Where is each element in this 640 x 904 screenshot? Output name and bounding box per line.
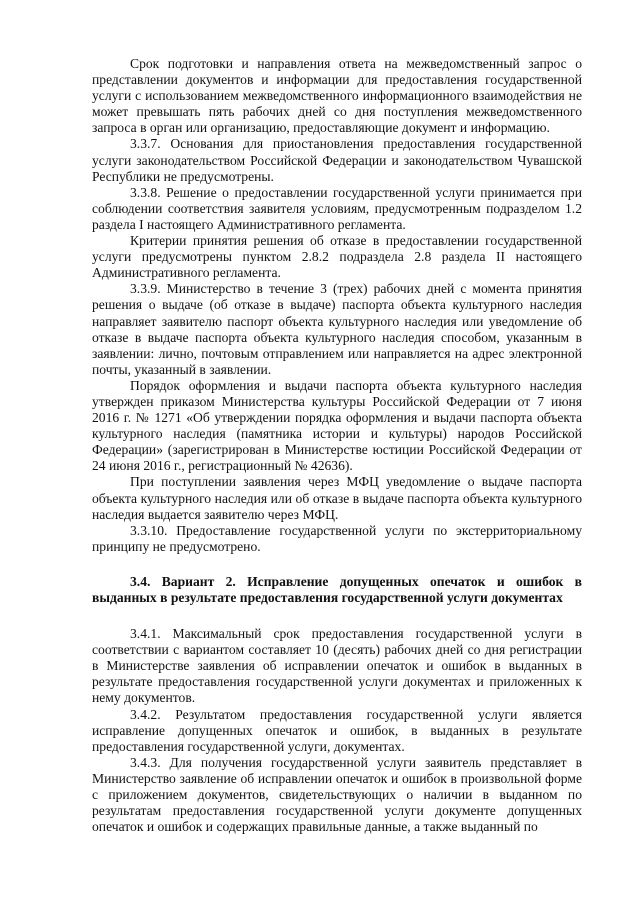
section-heading-3-4: 3.4. Вариант 2. Исправление допущенных опечаток и ошибок в выданных в результате предоставления государственной услуги документах (92, 573, 582, 605)
paragraph-3-4-2: 3.4.2. Результатом предоставления государственной услуги является исправление допущенных опечаток и ошибок, в выданных в результате предоставления государственной услуги, документах. (92, 706, 582, 754)
paragraph-3-4-3: 3.4.3. Для получения государственной услуги заявитель представляет в Министерство заявление об исправлении опечаток и ошибок в произвольной форме с приложением документов, свидетельствующих о наличии в выданном по результатам предоставления государственной услуги документе допущенных опечаток и ошибок и содержащих правильные данные, а также выданный по (92, 754, 582, 835)
paragraph-3-4-1: 3.4.1. Максимальный срок предоставления государственной услуги в соответствии с вариантом составляет 10 (десять) рабочих дней со дня регистрации в Министерстве заявления об исправлении опечаток и ошибок в выданных в результате предоставления государственной услуги документах и приложенных к нему документов. (92, 626, 582, 706)
paragraph-3-3-9: 3.3.9. Министерство в течение 3 (трех) рабочих дней с момента принятия решения о выдаче (об отказе в выдаче) паспорта объекта культурного наследия направляет заявителю паспорт объекта культурного наследия или уведомление об отказе в выдаче паспорта объекта культурного наследия способом, указанным в заявлении: лично, почтовым отправлением или направляется на адрес электронной почты, указанный в заявлении. (92, 281, 582, 377)
paragraph-passport-procedure: Порядок оформления и выдачи паспорта объекта культурного наследия утвержден приказом Министерства культуры Российской Федерации от 7 июня 2016 г. № 1271 «Об утверждении порядка оформления и выдачи паспорта объекта культурного наследия (памятника истории и культуры) народов Российской Федерации» (зарегистрирован в Министерстве юстиции Российской Федерации от 24 июня 2016 г., регистрационный № 42636). (92, 377, 582, 474)
paragraph-request-deadline: Срок подготовки и направления ответа на межведомственный запрос о представлении документов и информации для предоставления государственной услуги с использованием межведомственного информационного взаимодействия не может превышать пять рабочих дней со дня поступления межведомственного запроса в орган или организацию, предоставляющие документ и информацию. (92, 56, 582, 136)
paragraph-3-3-7: 3.3.7. Основания для приостановления предоставления государственной услуги законодательством Российской Федерации и законодательством Чувашской Республики не предусмотрены. (92, 136, 582, 184)
paragraph-3-3-8: 3.3.8. Решение о предоставлении государственной услуги принимается при соблюдении соответствия заявителя условиям, предусмотренным подразделом 1.2 раздела I настоящего Административного регламента. (92, 184, 582, 232)
paragraph-refusal-criteria: Критерии принятия решения об отказе в предоставлении государственной услуги предусмотрены пунктом 2.8.2 подраздела 2.8 раздела II настоящего Административного регламента. (92, 233, 582, 281)
paragraph-mfc-delivery: При поступлении заявления через МФЦ уведомление о выдаче паспорта объекта культурного наследия или об отказе в выдаче паспорта объекта культурного наследия выдается заявителю через МФЦ. (92, 474, 582, 522)
document-page (92, 56, 582, 835)
paragraph-3-3-10: 3.3.10. Предоставление государственной услуги по экстерриториальному принципу не предусмотрено. (92, 522, 582, 554)
